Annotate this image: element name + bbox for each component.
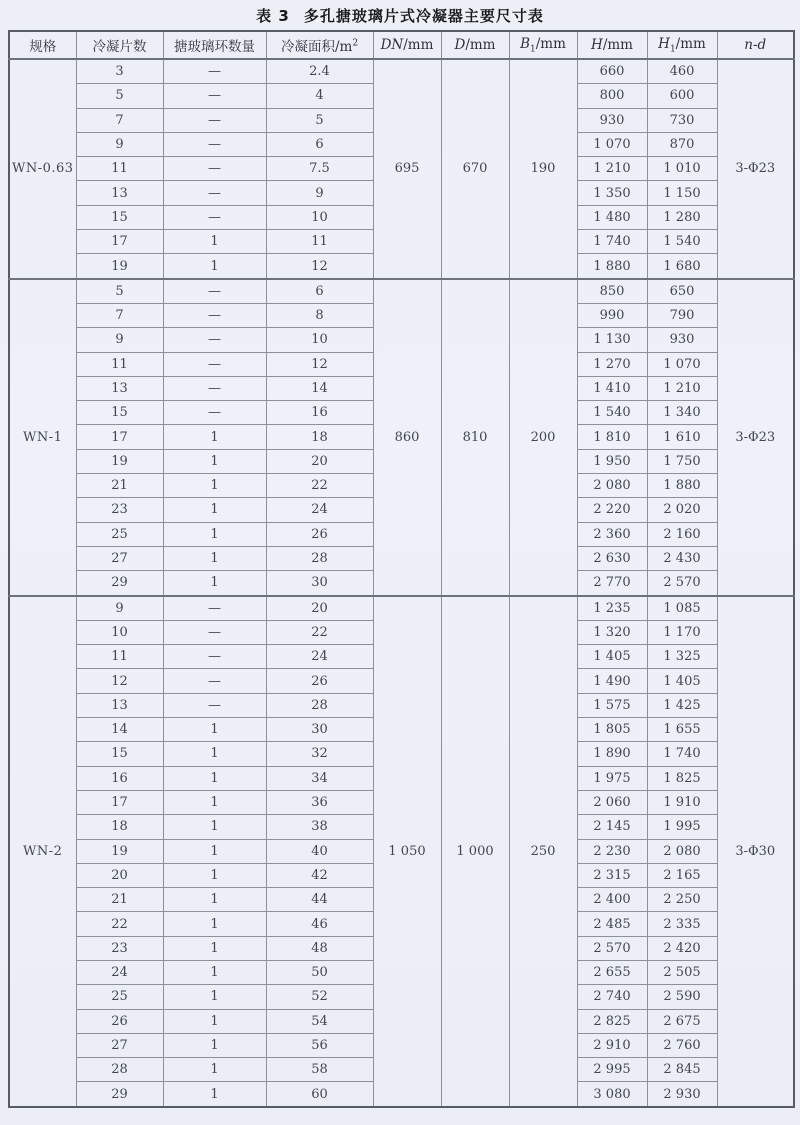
cell-ring-count: 1 (163, 449, 266, 473)
cell-h: 1 410 (577, 376, 647, 400)
cell-h1: 790 (647, 303, 717, 327)
header-spec: 规格 (9, 31, 76, 59)
cell-h1: 2 505 (647, 960, 717, 984)
cell-ring-count: 1 (163, 1033, 266, 1057)
cell-h: 1 950 (577, 449, 647, 473)
cell-area: 18 (266, 425, 373, 449)
cell-area: 6 (266, 279, 373, 304)
cell-ring-count: 1 (163, 425, 266, 449)
cell-area: 22 (266, 620, 373, 644)
header-area: 冷凝面积$/m^2$ (266, 31, 373, 59)
cell-h1: 1 340 (647, 401, 717, 425)
cell-ring-count: 1 (163, 718, 266, 742)
cell-area: 46 (266, 912, 373, 936)
cell-area: 7.5 (266, 157, 373, 181)
cell-area: 20 (266, 449, 373, 473)
cell-h1: 2 430 (647, 546, 717, 570)
cell-ring-count: — (163, 693, 266, 717)
cell-h1: 2 250 (647, 888, 717, 912)
cell-plate-count: 11 (76, 645, 163, 669)
cell-area: 2.4 (266, 59, 373, 84)
cell-h: 2 570 (577, 936, 647, 960)
cell-area: 22 (266, 474, 373, 498)
header-h1: $H_1/mm$ (647, 31, 717, 59)
cell-spec: WN-1 (9, 279, 76, 596)
dimensions-table (8, 30, 795, 1108)
cell-area: 8 (266, 303, 373, 327)
cell-h1: 1 910 (647, 790, 717, 814)
header-nd: n-d (717, 31, 794, 59)
cell-ring-count: 1 (163, 766, 266, 790)
cell-area: 56 (266, 1033, 373, 1057)
cell-ring-count: 1 (163, 254, 266, 279)
cell-h1: 1 610 (647, 425, 717, 449)
cell-h: 930 (577, 108, 647, 132)
cell-area: 28 (266, 546, 373, 570)
cell-h: 1 810 (577, 425, 647, 449)
cell-area: 4 (266, 84, 373, 108)
cell-h: 3 080 (577, 1082, 647, 1107)
table-number: 表 3 (256, 7, 290, 25)
cell-plate-count: 19 (76, 254, 163, 279)
cell-plate-count: 15 (76, 205, 163, 229)
cell-area: 9 (266, 181, 373, 205)
cell-plate-count: 27 (76, 546, 163, 570)
cell-area: 50 (266, 960, 373, 984)
cell-h: 2 145 (577, 815, 647, 839)
cell-h: 1 320 (577, 620, 647, 644)
cell-ring-count: — (163, 132, 266, 156)
cell-ring-count: — (163, 596, 266, 621)
cell-h: 2 770 (577, 571, 647, 596)
cell-nd: 3-Φ23 (717, 59, 794, 279)
cell-area: 30 (266, 571, 373, 596)
cell-h1: 2 590 (647, 985, 717, 1009)
table-row (9, 279, 794, 304)
cell-plate-count: 25 (76, 522, 163, 546)
cell-h: 1 270 (577, 352, 647, 376)
cell-ring-count: 1 (163, 936, 266, 960)
cell-plate-count: 11 (76, 352, 163, 376)
cell-area: 24 (266, 498, 373, 522)
cell-ring-count: 1 (163, 985, 266, 1009)
cell-h1: 2 760 (647, 1033, 717, 1057)
cell-area: 58 (266, 1058, 373, 1082)
cell-ring-count: — (163, 401, 266, 425)
cell-h1: 2 420 (647, 936, 717, 960)
cell-plate-count: 9 (76, 596, 163, 621)
cell-dn: 1 050 (373, 596, 441, 1107)
cell-area: 48 (266, 936, 373, 960)
cell-ring-count: 1 (163, 546, 266, 570)
cell-plate-count: 16 (76, 766, 163, 790)
cell-h1: 1 880 (647, 474, 717, 498)
cell-plate-count: 21 (76, 888, 163, 912)
cell-plate-count: 13 (76, 376, 163, 400)
cell-h1: 2 020 (647, 498, 717, 522)
cell-d: 1 000 (441, 596, 509, 1107)
cell-h1: 600 (647, 84, 717, 108)
cell-h: 850 (577, 279, 647, 304)
cell-ring-count: 1 (163, 571, 266, 596)
cell-nd: 3-Φ23 (717, 279, 794, 596)
cell-h1: 2 335 (647, 912, 717, 936)
cell-h: 1 805 (577, 718, 647, 742)
cell-h1: 2 930 (647, 1082, 717, 1107)
cell-area: 24 (266, 645, 373, 669)
cell-area: 12 (266, 254, 373, 279)
cell-plate-count: 29 (76, 1082, 163, 1107)
cell-ring-count: — (163, 376, 266, 400)
cell-plate-count: 28 (76, 1058, 163, 1082)
cell-h1: 1 750 (647, 449, 717, 473)
cell-ring-count: 1 (163, 888, 266, 912)
cell-h: 2 315 (577, 863, 647, 887)
cell-ring-count: 1 (163, 815, 266, 839)
cell-h: 1 975 (577, 766, 647, 790)
cell-h: 2 080 (577, 474, 647, 498)
page-title (0, 5, 800, 26)
cell-area: 30 (266, 718, 373, 742)
cell-h1: 2 165 (647, 863, 717, 887)
cell-area: 12 (266, 352, 373, 376)
cell-ring-count: 1 (163, 912, 266, 936)
cell-plate-count: 17 (76, 790, 163, 814)
cell-plate-count: 21 (76, 474, 163, 498)
header-dn: DN/mm (373, 31, 441, 59)
cell-area: 26 (266, 669, 373, 693)
cell-plate-count: 7 (76, 303, 163, 327)
cell-plate-count: 26 (76, 1009, 163, 1033)
cell-area: 5 (266, 108, 373, 132)
table-row (9, 596, 794, 621)
cell-plate-count: 7 (76, 108, 163, 132)
cell-h1: 2 080 (647, 839, 717, 863)
cell-ring-count: 1 (163, 1009, 266, 1033)
header-d: D/mm (441, 31, 509, 59)
table-body (9, 59, 794, 1107)
cell-plate-count: 9 (76, 328, 163, 352)
cell-area: 10 (266, 205, 373, 229)
cell-area: 38 (266, 815, 373, 839)
table-header (9, 31, 794, 59)
cell-ring-count: 1 (163, 498, 266, 522)
cell-ring-count: 1 (163, 522, 266, 546)
cell-area: 28 (266, 693, 373, 717)
cell-h: 800 (577, 84, 647, 108)
cell-plate-count: 15 (76, 401, 163, 425)
cell-dn: 695 (373, 59, 441, 279)
header-ring-count: 搪玻璃环数量 (163, 31, 266, 59)
cell-plate-count: 12 (76, 669, 163, 693)
cell-ring-count: — (163, 181, 266, 205)
cell-h: 2 740 (577, 985, 647, 1009)
cell-h: 990 (577, 303, 647, 327)
cell-h1: 1 825 (647, 766, 717, 790)
cell-ring-count: 1 (163, 960, 266, 984)
table-title-text: 多孔搪玻璃片式冷凝器主要尺寸表 (303, 7, 544, 25)
cell-h: 660 (577, 59, 647, 84)
cell-h: 1 880 (577, 254, 647, 279)
cell-h1: 1 010 (647, 157, 717, 181)
cell-plate-count: 13 (76, 693, 163, 717)
cell-plate-count: 24 (76, 960, 163, 984)
cell-h: 2 060 (577, 790, 647, 814)
cell-h1: 1 170 (647, 620, 717, 644)
cell-h: 2 995 (577, 1058, 647, 1082)
header-row (9, 31, 794, 59)
cell-area: 11 (266, 230, 373, 254)
cell-plate-count: 11 (76, 157, 163, 181)
cell-h1: 870 (647, 132, 717, 156)
cell-h1: 2 160 (647, 522, 717, 546)
cell-ring-count: — (163, 328, 266, 352)
cell-d: 670 (441, 59, 509, 279)
cell-h1: 930 (647, 328, 717, 352)
cell-area: 40 (266, 839, 373, 863)
cell-ring-count: 1 (163, 790, 266, 814)
cell-h1: 2 675 (647, 1009, 717, 1033)
cell-ring-count: — (163, 279, 266, 304)
cell-ring-count: — (163, 157, 266, 181)
cell-ring-count: — (163, 669, 266, 693)
cell-area: 54 (266, 1009, 373, 1033)
cell-h1: 1 280 (647, 205, 717, 229)
cell-h: 2 360 (577, 522, 647, 546)
cell-ring-count: 1 (163, 474, 266, 498)
cell-ring-count: — (163, 205, 266, 229)
cell-area: 52 (266, 985, 373, 1009)
cell-h1: 650 (647, 279, 717, 304)
cell-plate-count: 5 (76, 279, 163, 304)
table-row (9, 59, 794, 84)
cell-ring-count: 1 (163, 863, 266, 887)
cell-ring-count: 1 (163, 839, 266, 863)
cell-b1: 250 (509, 596, 577, 1107)
cell-h: 1 350 (577, 181, 647, 205)
cell-area: 34 (266, 766, 373, 790)
cell-h1: 1 070 (647, 352, 717, 376)
cell-ring-count: — (163, 303, 266, 327)
cell-h: 2 485 (577, 912, 647, 936)
cell-area: 14 (266, 376, 373, 400)
cell-area: 26 (266, 522, 373, 546)
cell-h1: 1 405 (647, 669, 717, 693)
cell-plate-count: 15 (76, 742, 163, 766)
cell-h: 1 575 (577, 693, 647, 717)
cell-plate-count: 10 (76, 620, 163, 644)
cell-area: 44 (266, 888, 373, 912)
cell-ring-count: — (163, 108, 266, 132)
cell-h: 1 480 (577, 205, 647, 229)
cell-h1: 1 150 (647, 181, 717, 205)
cell-plate-count: 19 (76, 449, 163, 473)
cell-plate-count: 29 (76, 571, 163, 596)
header-b1: $B_1/mm$ (509, 31, 577, 59)
cell-area: 60 (266, 1082, 373, 1107)
cell-area: 42 (266, 863, 373, 887)
cell-h1: 2 570 (647, 571, 717, 596)
cell-h1: 1 210 (647, 376, 717, 400)
cell-d: 810 (441, 279, 509, 596)
cell-area: 10 (266, 328, 373, 352)
cell-plate-count: 3 (76, 59, 163, 84)
cell-ring-count: — (163, 84, 266, 108)
cell-plate-count: 23 (76, 498, 163, 522)
cell-ring-count: 1 (163, 1082, 266, 1107)
header-plate-count: 冷凝片数 (76, 31, 163, 59)
cell-h1: 1 425 (647, 693, 717, 717)
cell-spec: WN-0.63 (9, 59, 76, 279)
cell-plate-count: 19 (76, 839, 163, 863)
cell-h1: 1 740 (647, 742, 717, 766)
cell-area: 6 (266, 132, 373, 156)
cell-h: 1 070 (577, 132, 647, 156)
cell-h1: 1 085 (647, 596, 717, 621)
cell-h: 1 890 (577, 742, 647, 766)
cell-plate-count: 14 (76, 718, 163, 742)
cell-h1: 1 680 (647, 254, 717, 279)
cell-h: 1 210 (577, 157, 647, 181)
cell-ring-count: 1 (163, 1058, 266, 1082)
cell-area: 32 (266, 742, 373, 766)
cell-h: 2 630 (577, 546, 647, 570)
cell-plate-count: 23 (76, 936, 163, 960)
cell-nd: 3-Φ30 (717, 596, 794, 1107)
header-h: H/mm (577, 31, 647, 59)
cell-h: 2 230 (577, 839, 647, 863)
cell-b1: 200 (509, 279, 577, 596)
cell-h: 2 400 (577, 888, 647, 912)
cell-h1: 1 655 (647, 718, 717, 742)
cell-ring-count: 1 (163, 230, 266, 254)
cell-plate-count: 25 (76, 985, 163, 1009)
cell-b1: 190 (509, 59, 577, 279)
cell-h1: 1 995 (647, 815, 717, 839)
cell-area: 20 (266, 596, 373, 621)
cell-h: 1 235 (577, 596, 647, 621)
cell-plate-count: 18 (76, 815, 163, 839)
cell-h: 1 130 (577, 328, 647, 352)
cell-plate-count: 27 (76, 1033, 163, 1057)
cell-h1: 1 325 (647, 645, 717, 669)
cell-h1: 1 540 (647, 230, 717, 254)
cell-h: 2 655 (577, 960, 647, 984)
cell-spec: WN-2 (9, 596, 76, 1107)
cell-dn: 860 (373, 279, 441, 596)
cell-plate-count: 5 (76, 84, 163, 108)
cell-plate-count: 9 (76, 132, 163, 156)
cell-ring-count: — (163, 352, 266, 376)
cell-h1: 460 (647, 59, 717, 84)
cell-h: 2 220 (577, 498, 647, 522)
cell-h1: 730 (647, 108, 717, 132)
cell-area: 16 (266, 401, 373, 425)
cell-plate-count: 20 (76, 863, 163, 887)
cell-h: 1 540 (577, 401, 647, 425)
cell-area: 36 (266, 790, 373, 814)
cell-h: 1 740 (577, 230, 647, 254)
cell-h: 2 910 (577, 1033, 647, 1057)
cell-ring-count: 1 (163, 742, 266, 766)
cell-h: 1 490 (577, 669, 647, 693)
cell-plate-count: 17 (76, 230, 163, 254)
cell-plate-count: 22 (76, 912, 163, 936)
cell-plate-count: 13 (76, 181, 163, 205)
cell-ring-count: — (163, 620, 266, 644)
cell-plate-count: 17 (76, 425, 163, 449)
cell-h1: 2 845 (647, 1058, 717, 1082)
cell-ring-count: — (163, 645, 266, 669)
cell-h: 1 405 (577, 645, 647, 669)
cell-ring-count: — (163, 59, 266, 84)
cell-h: 2 825 (577, 1009, 647, 1033)
